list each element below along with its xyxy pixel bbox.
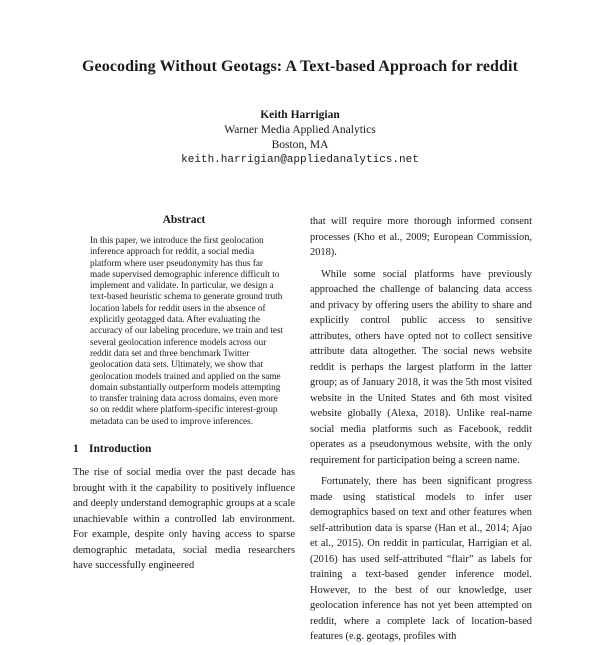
abstract-text: In this paper, we introduce the first geolocation inference approach for reddit, a social media platform where user pseudonymity has thus far made supervised demographic inference difficult to implement and validate. In particular, we design a text-based heuristic schema to generate ground truth location labels for reddit users in the absence of explicitly geotagged data. After evaluating the accuracy of our labeling procedure, we train and test several geolocation inference models across our reddit data set and three benchmark Twitter geolocation data sets. Ultimately, we show that geolocation models trained and applied on the same domain substantially outperform models attempting to transfer training data across domains, even more so on reddit where platform-specific interest-group metadata can be used to improve inferences. bbox=[90, 235, 284, 426]
paper-title: Geocoding Without Geotags: A Text-based Approach for reddit bbox=[81, 58, 519, 75]
author-location: Boston, MA bbox=[271, 139, 329, 151]
author-email: keith.harrigian@appliedanalytics.net bbox=[181, 154, 419, 166]
intro-paragraph-2: While some social platforms have previously approached the challenge of balancing data access and privacy by offering users the ability to share and explicitly control public access to sensitive attributes, others have opted not to collect sensitive attribute data altogether. The social news website reddit is perhaps the largest platform in the latter group; as of January 2018, it was the 5th most visited website in the United States and 6th most visited website globally (Alexa, 2018). Unlike real-name social media platforms such as Facebook, reddit operates as a pseudonymous website, with the only requirement for participation being a screen name. bbox=[310, 268, 532, 466]
section-number: 1 bbox=[73, 443, 79, 456]
author-name: Keith Harrigian bbox=[260, 109, 340, 121]
intro-paragraph-1-continued: that will require more thorough informed consent processes (Kho et al., 2009; European Commission, 2018). bbox=[310, 216, 532, 258]
author-affiliation: Warner Media Applied Analytics bbox=[224, 124, 376, 136]
intro-paragraph-3: Fortunately, there has been significant progress made using statistical models to infer user demographics based on text and other features when self-attribution data is sparse (Han et al., 2014; Ajao et al., 2015). On reddit in particular, Harrigian et al. (2016) has used self-attributed “flair” as labels for training a text-based gender inference model. However, to the best of our knowledge, user geolocation inference has not yet been attempted on reddit, where a complete lack of location-based features (e.g. geotags, profiles with bbox=[310, 476, 532, 642]
left-column bbox=[73, 214, 295, 574]
right-column bbox=[310, 214, 532, 645]
section-title: Introduction bbox=[89, 443, 152, 456]
abstract-heading: Abstract bbox=[162, 214, 206, 226]
author-block bbox=[0, 108, 600, 168]
intro-paragraph-1: The rise of social media over the past decade has brought with it the capability to positively influence and deeply understand demographic groups at a scale unachievable within a controlled lab environment. For example, despite only having access to sparse demographic metadata, social media researchers have successfully engineered bbox=[73, 467, 295, 572]
section-heading-introduction bbox=[73, 443, 295, 455]
